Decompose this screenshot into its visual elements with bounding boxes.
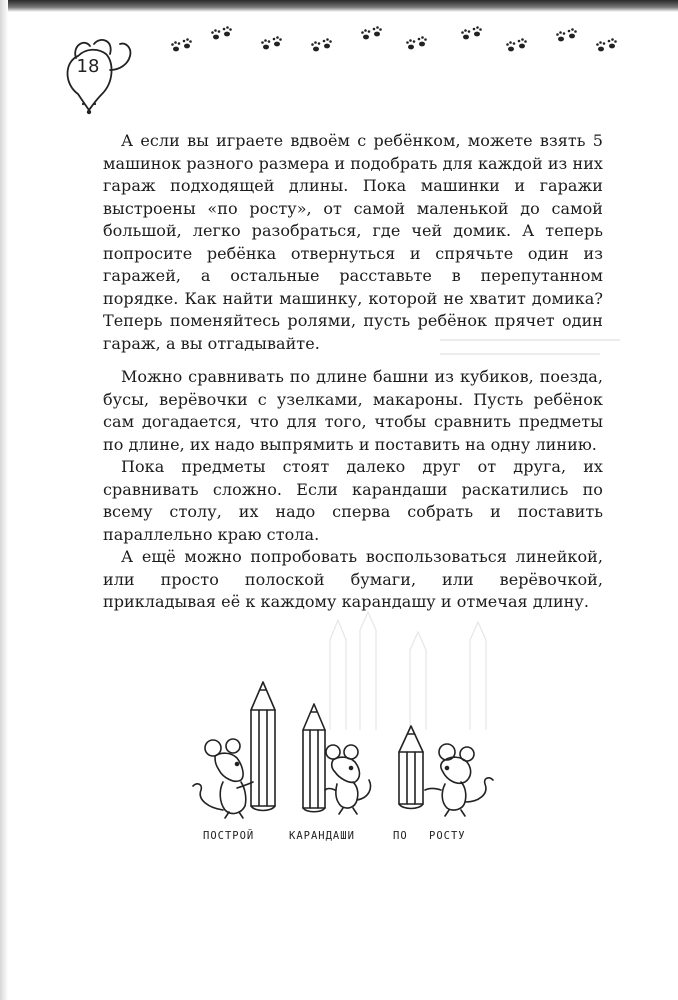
paragraph-ruler: А ещё можно попробовать воспользоваться линейкой, или просто полоской бумаги, или верёвочкой, прикладывая её к каждому карандашу и отмечая длину. [103, 547, 603, 611]
paw-print-icon [310, 36, 334, 56]
mice-with-pencils-illustration [185, 672, 495, 832]
paw-print-icon [595, 36, 619, 56]
caption-word-1: ПОСТРОЙ [203, 830, 255, 842]
paw-prints-decoration [170, 22, 630, 62]
pencil-icon [303, 704, 325, 812]
page-gutter-shade [0, 0, 8, 1000]
caption-word-3: ПО [393, 830, 408, 842]
body-text [103, 130, 603, 628]
pencil-icon [399, 726, 423, 809]
paw-print-icon [555, 26, 579, 46]
page-number: 18 [76, 56, 100, 77]
paw-print-icon [360, 24, 384, 44]
paw-print-icon [460, 24, 484, 44]
caption-word-4: РОСТУ [429, 830, 466, 842]
paragraph-pencils-apart: Пока предметы стоят далеко друг от друга, их сравнивать сложно. Если карандаши раскатились по всему столу, их надо сперва собрать и поставить параллельно краю стола. [103, 457, 603, 544]
page-top-edge [0, 0, 678, 12]
mouse-figure-icon [325, 745, 371, 814]
paragraph-compare-length: Можно сравнивать по длине башни из кубиков, поезда, бусы, верёвочки с узелками, макароны. Пусть ребёнок сам догадается, что для того, чтобы сравнить предметы по длине, их надо выпрямить и поставить на одну линию. [103, 367, 603, 454]
paragraph-garages: А если вы играете вдвоём с ребёнком, можете взять 5 машинок разного размера и подобрать для каждой из них гараж подходящей длины. Пока машинки и гаражи выстроены «по росту», от самой маленькой до самой большой, легко разобраться, где чей домик. А теперь попросите ребёнка отвернуться и спрячьте один из гаражей, а остальные расставьте в перепутанном порядке. Как найти машинку, которой не хватит домика? Теперь поменяйтесь ролями, пусть ребёнок прячет один гараж, а вы отгадывайте. [103, 131, 603, 353]
paw-print-icon [260, 34, 284, 54]
illustration-caption [185, 830, 495, 850]
paw-print-icon [210, 24, 234, 44]
caption-word-2: КАРАНДАШИ [289, 830, 355, 842]
pencil-icon [251, 682, 275, 811]
mouse-figure-icon [193, 739, 253, 818]
paw-print-icon [505, 36, 529, 56]
mouse-figure-icon [425, 744, 493, 816]
paw-print-icon [405, 34, 429, 54]
paw-print-icon [170, 36, 194, 56]
